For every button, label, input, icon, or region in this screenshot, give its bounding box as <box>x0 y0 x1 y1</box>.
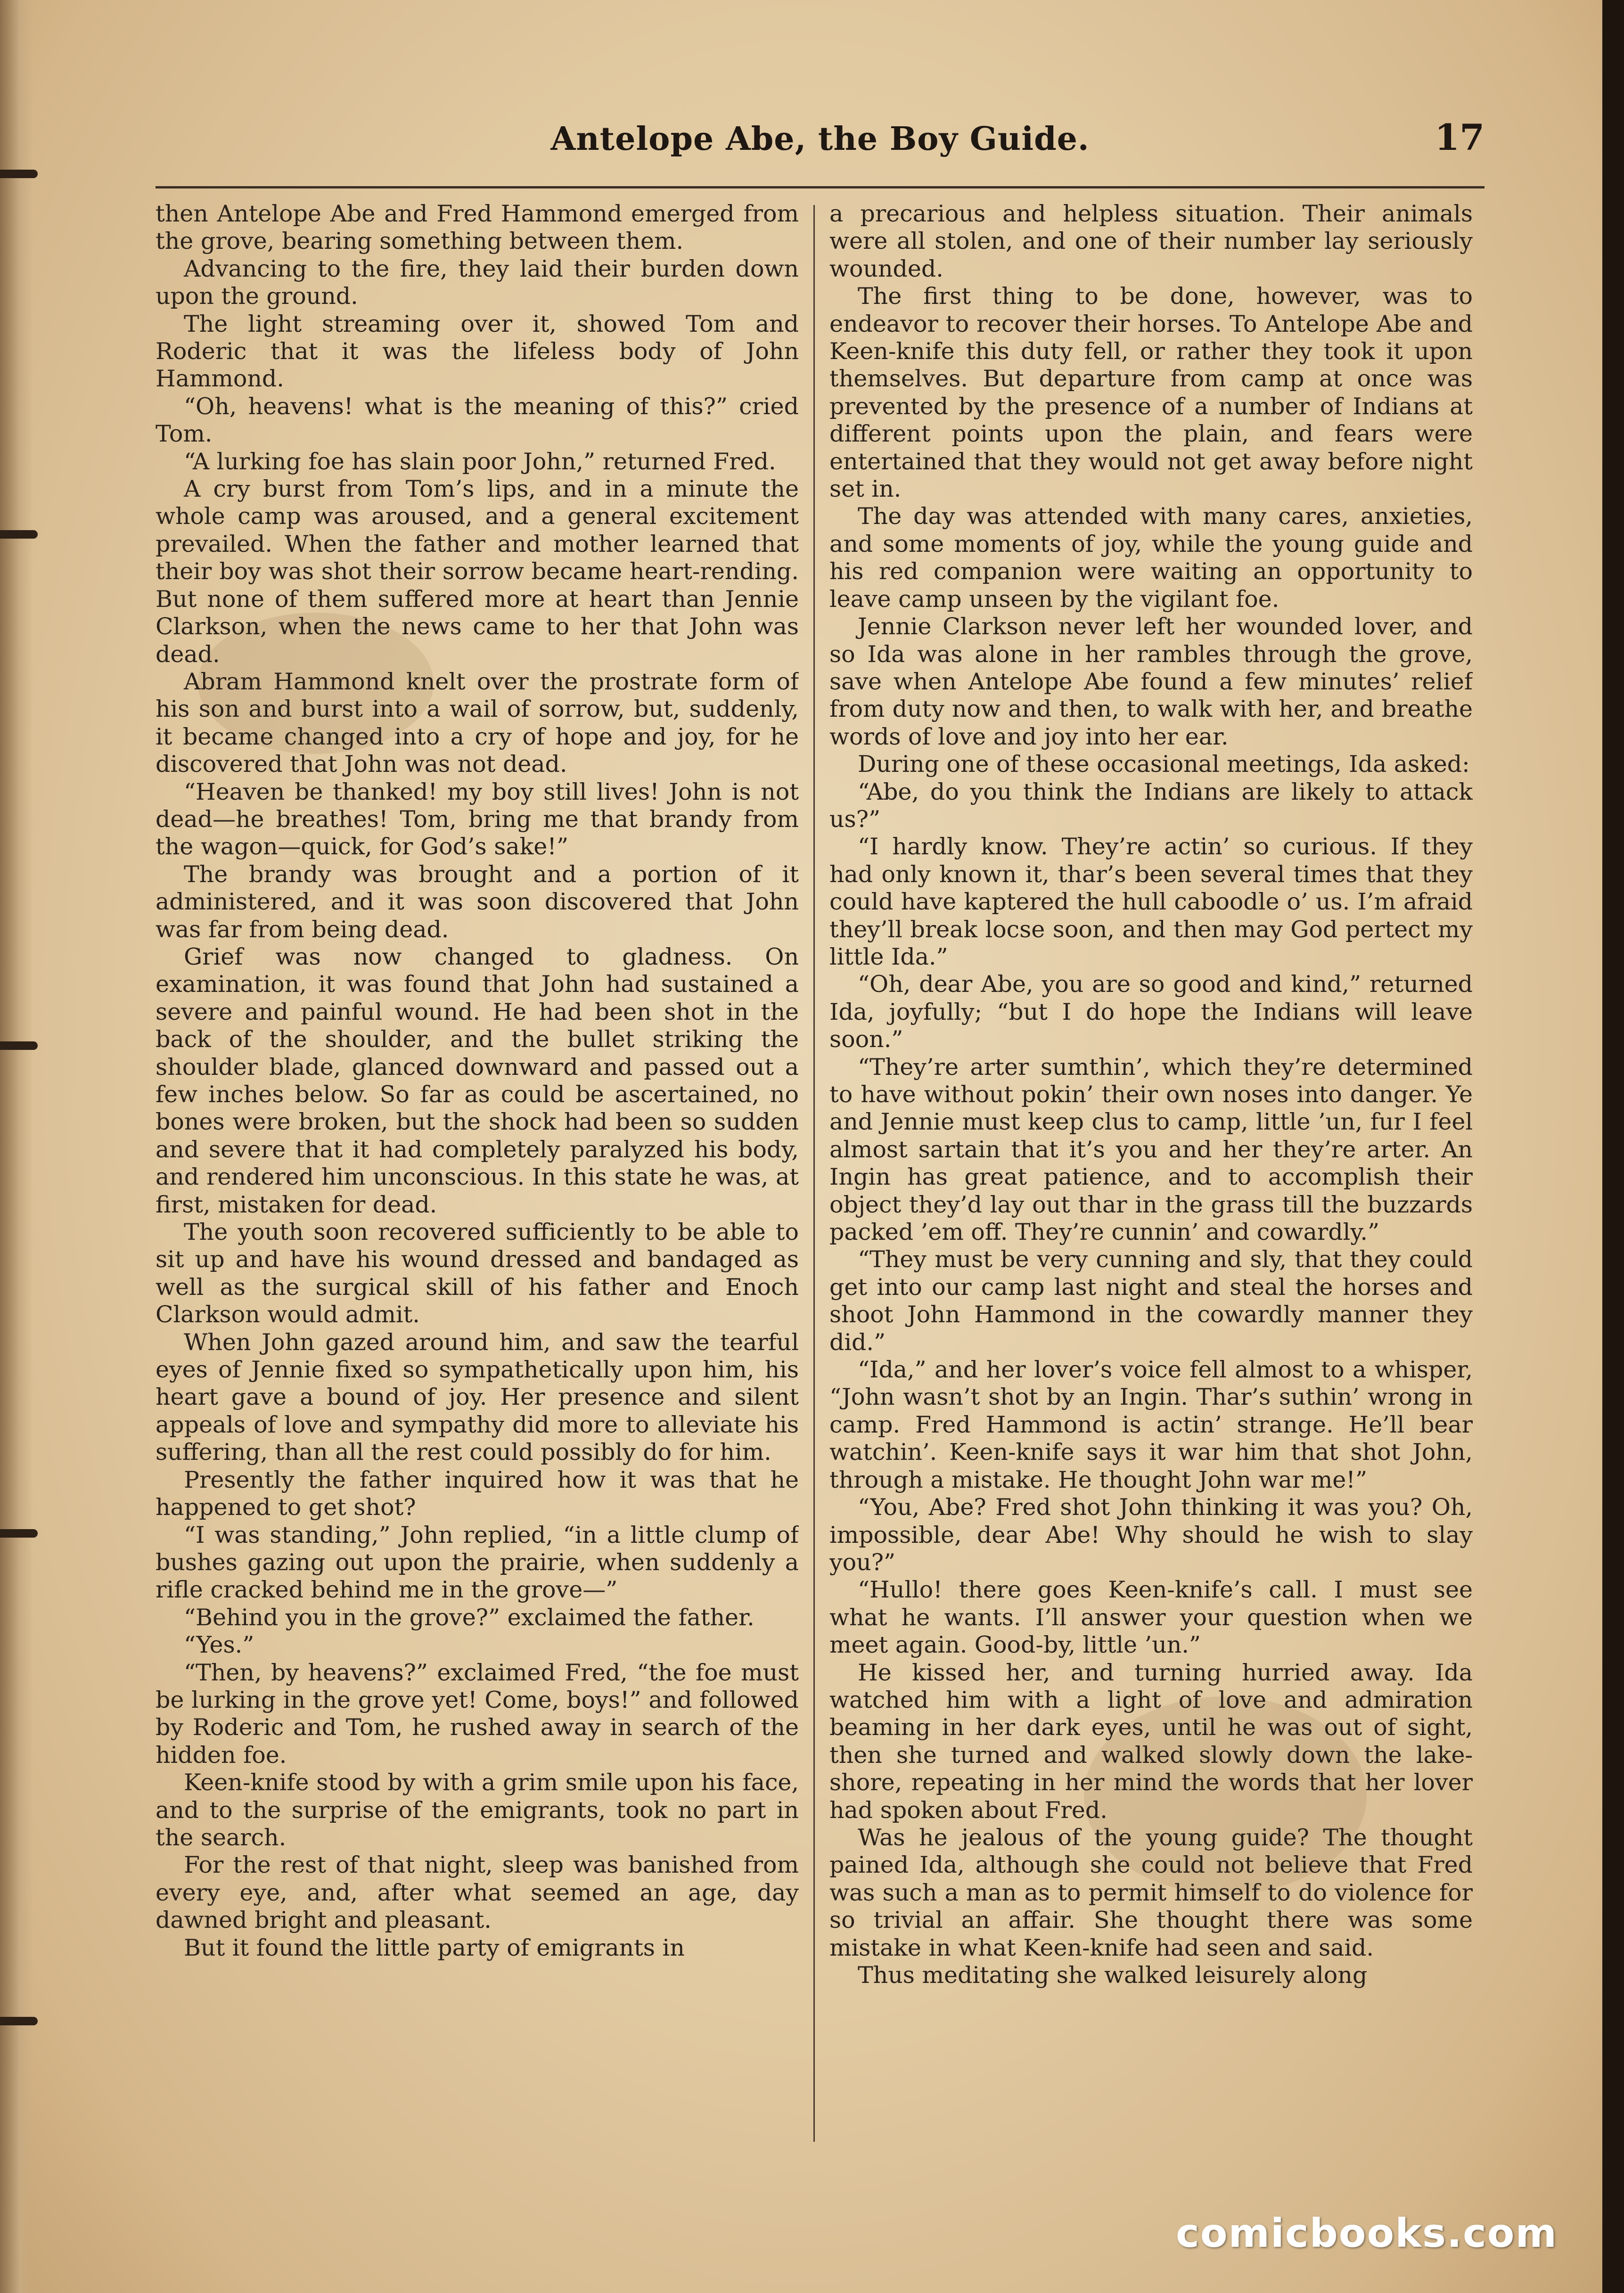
site-watermark: comicbooks.com <box>1176 2210 1558 2256</box>
paragraph: Grief was now changed to gladness. On examination, it was found that John had sustained a severe and painful wound. He had been shot in the back of the shoulder, and the bullet striking the shoulder blade, glanced downward and passed out a few inches below. So far as could be ascertained, no bones were broken, but the shock had been so sudden and severe that it had completely paralyzed his body, and rendered him unconscious. In this state he was, at first, mistaken for dead. <box>156 943 799 1218</box>
page-spine-shadow <box>0 0 33 2293</box>
paragraph: “A lurking foe has slain poor John,” returned Fred. <box>184 448 776 475</box>
paragraph: He kissed her, and turning hurried away. Ida watched him with a light of love and admiration beaming in her dark eyes, until he was out of sight, then she turned and walked slowly down the lake-shore, repeating in her mind the words that her lover had spoken about Fred. <box>829 1659 1473 1824</box>
paragraph: “Hullo! there goes Keen-knife’s call. I must see what he wants. I’ll answer your question when we meet again. Good-by, little ’un.” <box>829 1576 1473 1659</box>
paragraph: Abram Hammond knelt over the prostrate form of his son and burst into a wail of sorrow, but, suddenly, it became changed into a cry of hope and joy, for he discovered that John was not dead. <box>156 668 799 778</box>
paragraph: Jennie Clarkson never left her wounded lover, and so Ida was alone in her rambles through the grove, save when Antelope Abe found a few minutes’ relief from duty now and then, to walk with her, and breathe words of love and joy into her ear. <box>829 613 1473 750</box>
paragraph: Presently the father inquired how it was that he happened to get shot? <box>156 1466 799 1521</box>
paragraph: “Oh, heavens! what is the meaning of this?” cried Tom. <box>156 393 799 448</box>
binding-staple <box>0 1529 38 1538</box>
paragraph: Keen-knife stood by with a grim smile upon his face, and to the surprise of the emigrants, took no part in the search. <box>156 1769 799 1851</box>
paragraph: The youth soon recovered sufficiently to be able to sit up and have his wound dressed and bandaged as well as the surgical skill of his father and Enoch Clarkson would admit. <box>156 1219 799 1328</box>
paragraph: The day was attended with many cares, anxieties, and some moments of joy, while the young guide and his red companion were waiting an opportunity to leave camp unseen by the vigilant foe. <box>829 503 1473 613</box>
paragraph: During one of these occasional meetings, Ida asked: <box>858 751 1470 778</box>
paragraph: “Oh, dear Abe, you are so good and kind,” returned Ida, joyfully; “but I do hope the Indians will leave soon.” <box>829 971 1473 1053</box>
paragraph: “Abe, do you think the Indians are likely to attack us?” <box>829 778 1473 833</box>
paragraph: The first thing to be done, however, was to endeavor to recover their horses. To Antelope Abe and Keen-knife this duty fell, or rather they took it upon themselves. But departure from camp at once was prevented by the presence of a number of Indians at different points upon the plain, and fears were entertained that they would not get away before night set in. <box>829 283 1473 503</box>
left-column <box>156 200 799 2151</box>
paragraph: For the rest of that night, sleep was banished from every eye, and, after what seemed an age, day dawned bright and pleasant. <box>156 1851 799 1934</box>
paragraph: “They must be very cunning and sly, that they could get into our camp last night and steal the horses and shoot John Hammond in the cowardly manner they did.” <box>829 1246 1473 1356</box>
paragraph: But it found the little party of emigrants in <box>184 1934 685 1961</box>
paragraph: “They’re arter sumthin’, which they’re determined to have without pokin’ their own noses into danger. Ye and Jennie must keep clus to camp, little ’un, fur I feel almost sartain that it’s you and her they’re arter. An Ingin has great patience, and to accomplish their object they’d lay out thar in the grass till the buzzards packed ’em off. They’re cunnin’ and cowardly.” <box>829 1053 1473 1246</box>
paragraph: The brandy was brought and a portion of it administered, and it was soon discovered that John was far from being dead. <box>156 860 799 943</box>
right-column <box>829 200 1473 2151</box>
page-header <box>156 111 1485 177</box>
paragraph: then Antelope Abe and Fred Hammond emerged from the grove, bearing something between them. <box>156 200 799 255</box>
column-divider <box>813 205 815 2142</box>
paragraph: “Then, by heavens?” exclaimed Fred, “the foe must be lurking in the grove yet! Come, boys!” and followed by Roderic and Tom, he rushed away in search of the hidden foe. <box>156 1659 799 1769</box>
paragraph: a precarious and helpless situation. Their animals were all stolen, and one of their number lay seriously wounded. <box>829 200 1473 282</box>
binding-staple <box>0 2017 38 2025</box>
paragraph: Advancing to the fire, they laid their burden down upon the ground. <box>156 255 799 310</box>
binding-staple <box>0 530 38 539</box>
paragraph: “Heaven be thanked! my boy still lives! John is not dead—he breathes! Tom, bring me that brandy from the wagon—quick, for God’s sake!” <box>156 778 799 860</box>
paragraph: Was he jealous of the young guide? The thought pained Ida, although she could not believe that Fred was such a man as to permit himself to do violence for so trivial an affair. She thought there was some mistake in what Keen-knife had seen and said. <box>829 1824 1473 1961</box>
page-number: 17 <box>1435 116 1485 158</box>
paragraph: “You, Abe? Fred shot John thinking it was you? Oh, impossible, dear Abe! Why should he wish to slay you?” <box>829 1494 1473 1576</box>
paragraph: Thus meditating she walked leisurely along <box>858 1962 1368 1989</box>
paragraph: “I hardly know. They’re actin’ so curious. If they had only known it, thar’s been several times that they could have kaptered the hull caboodle o’ us. I’m afraid they’ll break locse soon, and then may God pertect my little Ida.” <box>829 833 1473 970</box>
binding-staple <box>0 1041 38 1050</box>
paragraph: When John gazed around him, and saw the tearful eyes of Jennie fixed so sympathetically upon him, his heart gave a bound of joy. Her presence and silent appeals of love and sympathy did more to alleviate his suffering, than all the rest could possibly do for him. <box>156 1328 799 1466</box>
text-columns <box>156 200 1485 2151</box>
paragraph: “I was standing,” John replied, “in a little clump of bushes gazing out upon the prairie, when suddenly a rifle cracked behind me in the grove—” <box>156 1521 799 1604</box>
binding-staple <box>0 170 38 178</box>
paragraph: “Behind you in the grove?” exclaimed the father. <box>184 1604 755 1631</box>
running-title: Antelope Abe, the Boy Guide. <box>550 120 1090 158</box>
paragraph: A cry burst from Tom’s lips, and in a minute the whole camp was aroused, and a general excitement prevailed. When the father and mother learned that their boy was shot their sorrow became heart-rending. But none of them suffered more at heart than Jennie Clarkson, when the news came to her that John was dead. <box>156 475 799 668</box>
header-rule <box>156 186 1485 188</box>
paragraph: The light streaming over it, showed Tom and Roderic that it was the lifeless body of John Hammond. <box>156 310 799 393</box>
paragraph: “Ida,” and her lover’s voice fell almost to a whisper, “John wasn’t shot by an Ingin. Thar’s suthin’ wrong in camp. Fred Hammond is actin’ strange. He’ll bear watchin’. Keen-knife says it war him that shot John, through a mistake. He thought John war me!” <box>829 1356 1473 1493</box>
paragraph: “Yes.” <box>184 1631 254 1659</box>
scan-background-edge <box>1602 0 1624 2293</box>
